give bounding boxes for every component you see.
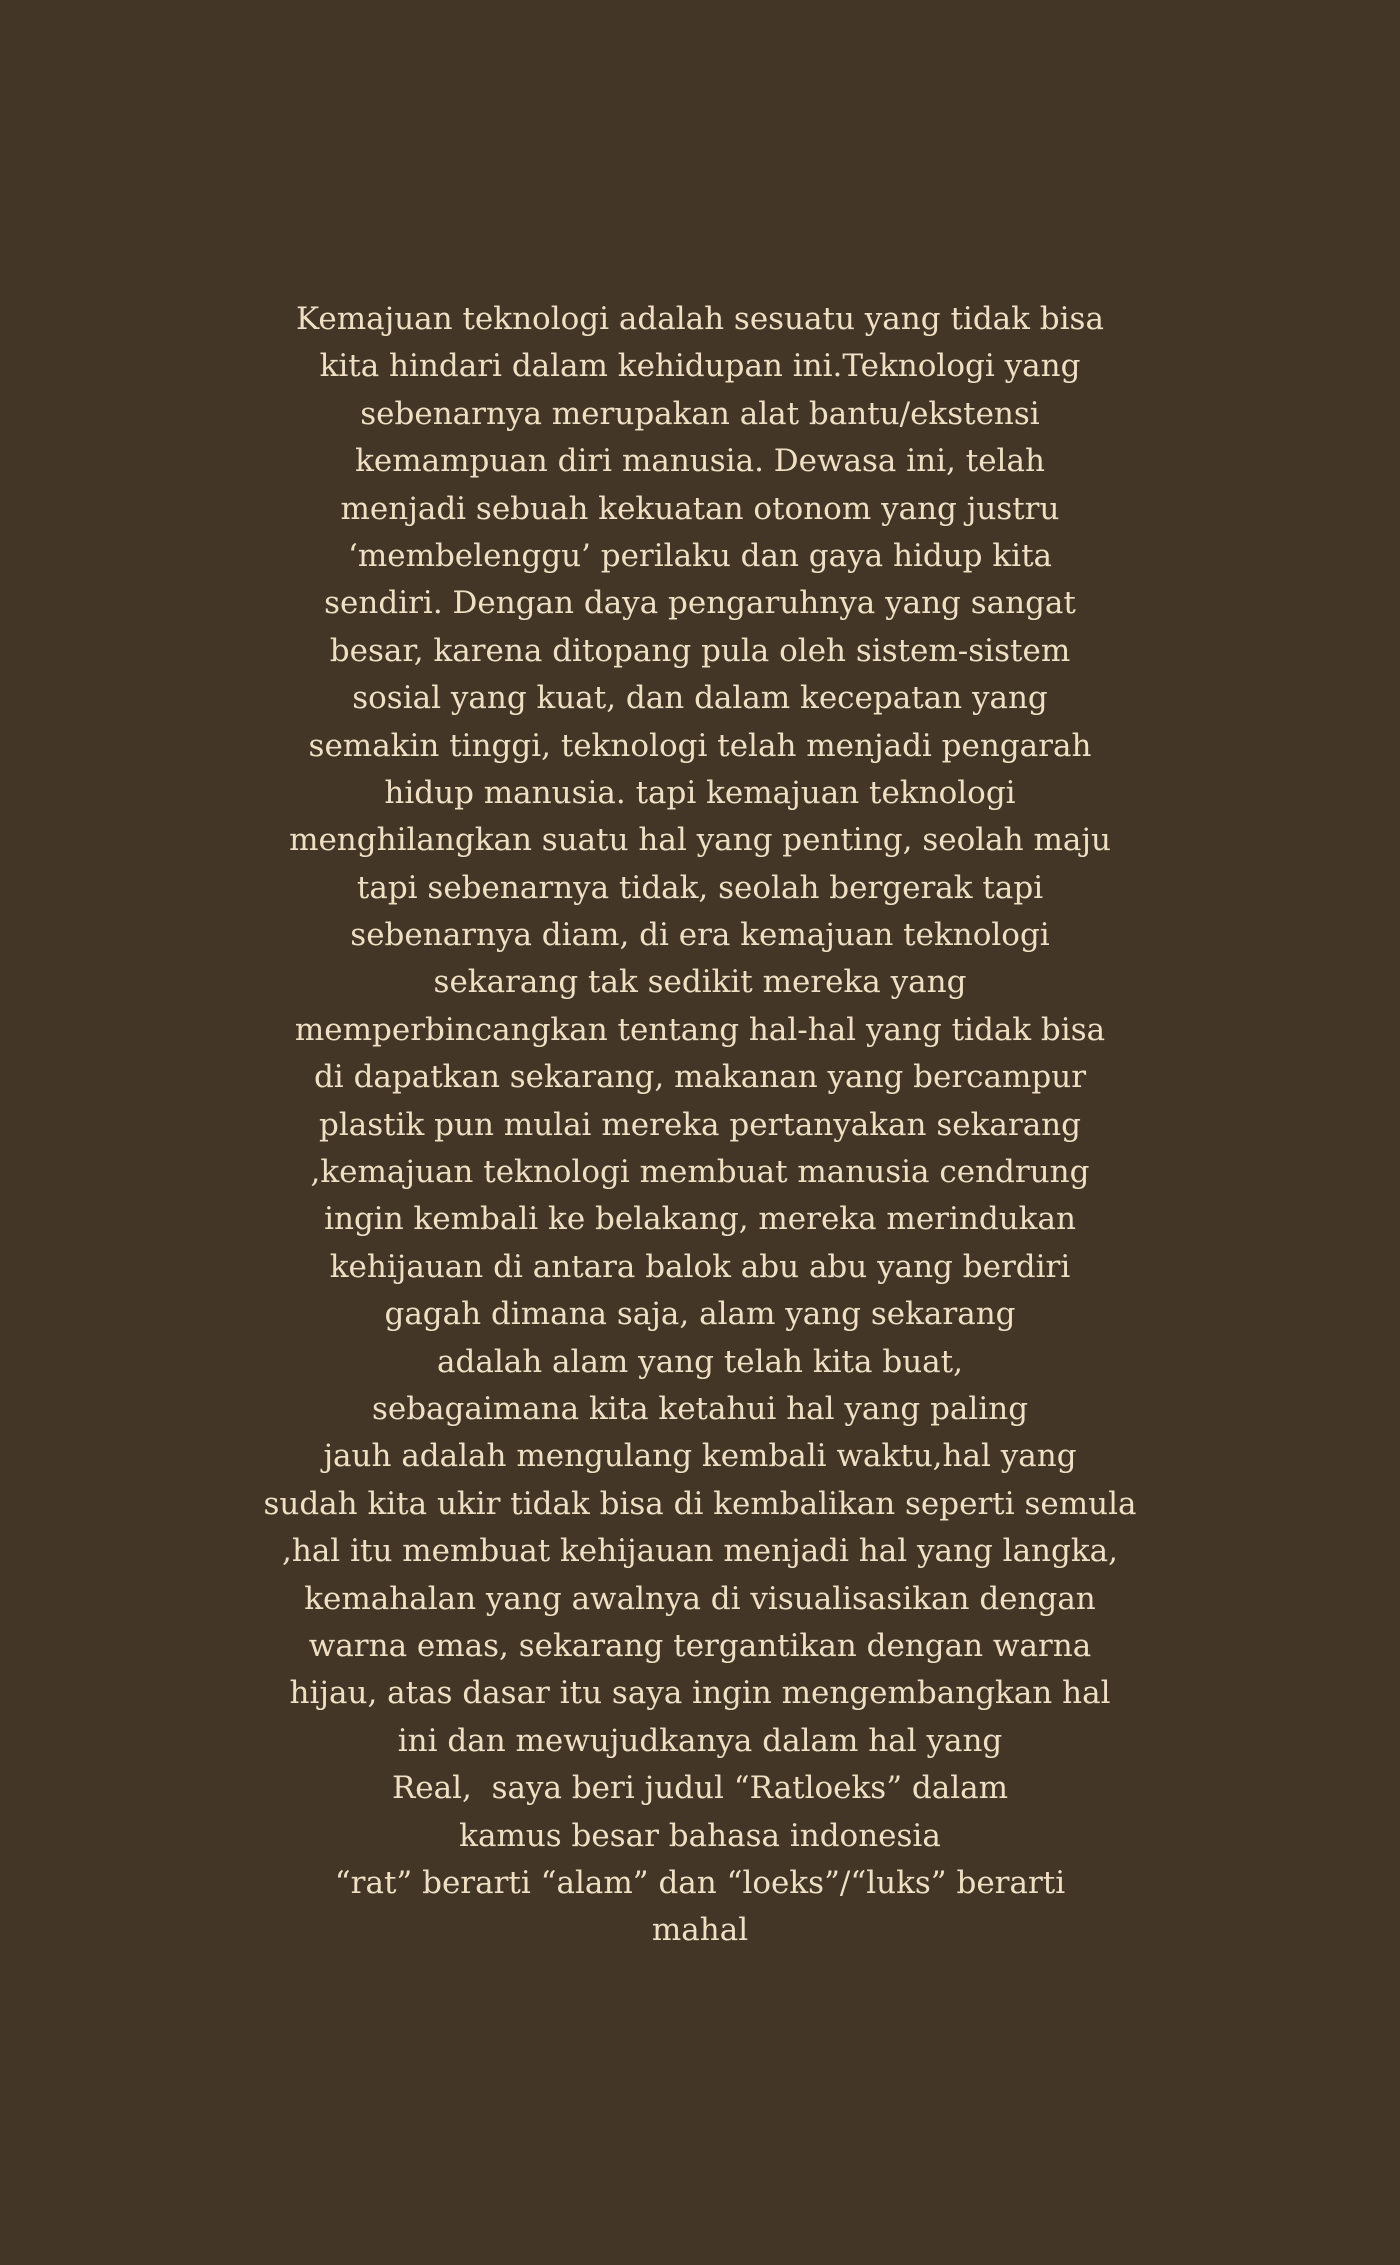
paragraph-line-6: ‘membelenggu’ perilaku dan gaya hidup kita: [347, 537, 1053, 574]
paragraph-line-20: ingin kembali ke belakang, mereka merindukan: [324, 1201, 1076, 1238]
paragraph-line-24: sebagaimana kita ketahui hal yang paling: [371, 1390, 1029, 1427]
paragraph-line-17: di dapatkan sekarang, makanan yang bercampur: [313, 1059, 1087, 1096]
paragraph-line-32: Real, saya beri judul “Ratloeks” dalam: [391, 1770, 1009, 1807]
paragraph-line-3: sebenarnya merupakan alat bantu/ekstensi: [360, 395, 1040, 432]
paragraph-line-5: menjadi sebuah kekuatan otonom yang justru: [340, 490, 1060, 527]
paragraph-line-9: sosial yang kuat, dan dalam kecepatan yang: [352, 680, 1048, 717]
paragraph-line-31: ini dan mewujudkanya dalam hal yang: [397, 1722, 1003, 1759]
paragraph-line-18: plastik pun mulai mereka pertanyakan sekarang: [319, 1106, 1081, 1143]
paragraph-line-25: jauh adalah mengulang kembali waktu,hal yang: [323, 1438, 1077, 1475]
paragraph-line-35: mahal: [651, 1912, 749, 1949]
paragraph-line-30: hijau, atas dasar itu saya ingin mengembangkan hal: [289, 1675, 1111, 1712]
paragraph-line-27: ,hal itu membuat kehijauan menjadi hal yang langka,: [282, 1533, 1118, 1570]
paragraph-line-14: sebenarnya diam, di era kemajuan teknologi: [350, 917, 1050, 954]
paragraph-line-1: Kemajuan teknologi adalah sesuatu yang tidak bisa: [296, 301, 1104, 337]
paragraph-line-7: sendiri. Dengan daya pengaruhnya yang sangat: [324, 585, 1076, 622]
paragraph-line-33: kamus besar bahasa indonesia: [459, 1817, 941, 1854]
paragraph-line-29: warna emas, sekarang tergantikan dengan warna: [308, 1627, 1092, 1664]
paragraph-line-26: sudah kita ukir tidak bisa di kembalikan seperti semula: [263, 1485, 1137, 1522]
paragraph-line-12: menghilangkan suatu hal yang penting, seolah maju: [289, 822, 1111, 859]
paragraph-line-4: kemampuan diri manusia. Dewasa ini, telah: [355, 443, 1045, 480]
paragraph-line-19: ,kemajuan teknologi membuat manusia cendrung: [310, 1154, 1090, 1191]
paragraph-line-10: semakin tinggi, teknologi telah menjadi pengarah: [308, 727, 1092, 764]
paragraph-line-34: “rat” berarti “alam” dan “loeks”/“luks” berarti: [334, 1864, 1066, 1901]
paragraph-line-23: adalah alam yang telah kita buat,: [437, 1343, 963, 1380]
paragraph-line-16: memperbincangkan tentang hal-hal yang tidak bisa: [294, 1011, 1106, 1048]
paragraph-line-21: kehijauan di antara balok abu abu yang berdiri: [329, 1248, 1071, 1285]
paragraph-line-15: sekarang tak sedikit mereka yang: [433, 964, 967, 1001]
paragraph-line-11: hidup manusia. tapi kemajuan teknologi: [384, 774, 1016, 811]
paragraph-line-8: besar, karena ditopang pula oleh sistem-sistem: [329, 632, 1071, 669]
paragraph-line-13: tapi sebenarnya tidak, seolah bergerak tapi: [356, 869, 1044, 906]
paragraph-line-22: gagah dimana saja, alam yang sekarang: [384, 1296, 1016, 1333]
body-paragraph: [0, 296, 1400, 1955]
paragraph-line-2: kita hindari dalam kehidupan ini.Teknologi yang: [319, 348, 1081, 385]
paragraph-line-28: kemahalan yang awalnya di visualisasikan dengan: [304, 1580, 1096, 1617]
